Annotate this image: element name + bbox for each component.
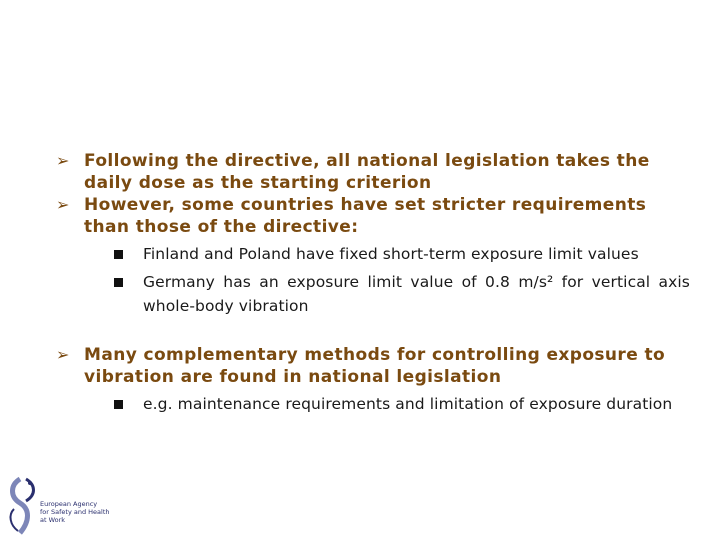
sub-bullet-text: e.g. maintenance requirements and limitation of exposure duration: [143, 395, 673, 413]
sub-bullet-text: Finland and Poland have fixed short-term exposure limit values: [143, 245, 639, 263]
arrow-bullet-icon: ➢: [56, 345, 70, 364]
slide-content: [56, 150, 690, 416]
eu-osha-logo: [6, 475, 116, 537]
bullet-item: [56, 150, 690, 194]
logo-text: European Agency for Safety and Health at Work: [40, 500, 110, 524]
sub-bullet-text: Germany has an exposure limit value of 0.8 m/s² for vertical axis whole-body vibration: [143, 273, 690, 315]
sub-bullet-item: [114, 392, 690, 416]
arrow-bullet-icon: ➢: [56, 151, 70, 170]
sub-bullet-item: [114, 270, 690, 318]
square-bullet-icon: [114, 250, 123, 259]
bullet-text: Following the directive, all national legislation takes the daily dose as the starting criterion: [84, 151, 650, 193]
bullet-text: Many complementary methods for controlling exposure to vibration are found in national legislation: [84, 345, 666, 387]
agency-emblem-icon: [6, 475, 40, 537]
bullet-item: [56, 344, 690, 388]
arrow-bullet-icon: ➢: [56, 195, 70, 214]
sub-bullet-item: [114, 242, 690, 266]
square-bullet-icon: [114, 278, 123, 287]
bullet-text: However, some countries have set stricter requirements than those of the directive:: [84, 195, 647, 237]
bullet-item: [56, 194, 690, 238]
square-bullet-icon: [114, 400, 123, 409]
